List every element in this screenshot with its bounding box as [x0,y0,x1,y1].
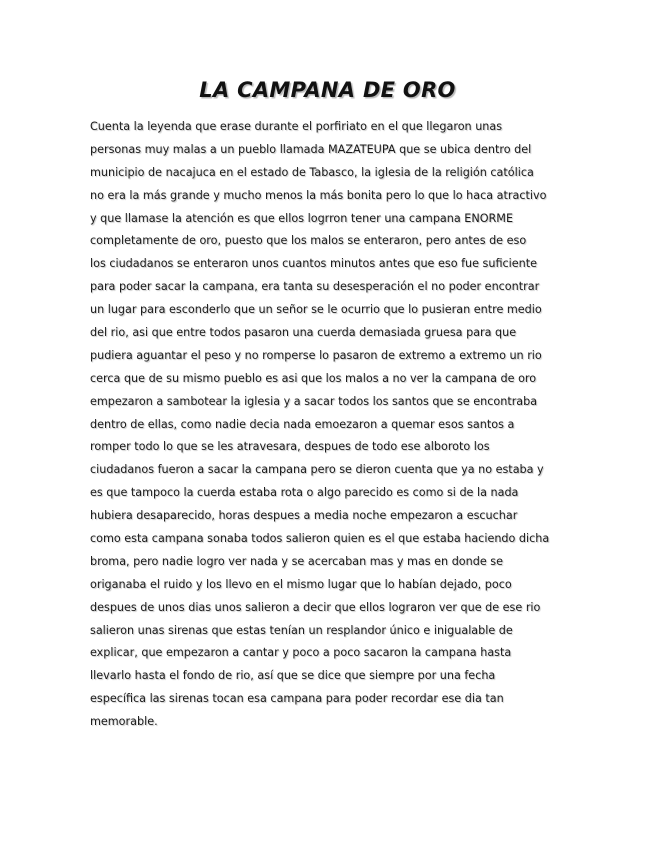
body-line: salieron unas sirenas que estas tenían un resplandor único e inigualable de [90,623,513,637]
body-line: despues de unos dias unos salieron a decir que ellos lograron ver que de ese rio [90,600,541,614]
body-line: llevarlo hasta el fondo de rio, así que se dice que siempre por una fecha [90,669,496,683]
body-line: hubiera desaparecido, horas despues a media noche empezaron a escuchar [90,509,518,523]
body-line: los ciudadanos se enteraron unos cuantos minutos antes que eso fue suficiente [90,257,538,271]
body-line: es que tampoco la cuerda estaba rota o algo parecido es como si de la nada [90,486,519,500]
document-title: LA CAMPANA DE ORO [199,78,456,102]
body-line: explicar, que empezaron a cantar y poco a poco sacaron la campana hasta [90,646,512,660]
body-line: ciudadanos fueron a sacar la campana pero se dieron cuenta que ya no estaba y [90,463,544,477]
body-line: municipio de nacajuca en el estado de Tabasco, la iglesia de la religión católica [90,165,534,179]
body-line: pudiera aguantar el peso y no romperse lo pasaron de extremo a extremo un rio [90,348,542,362]
body-line: un lugar para esconderlo que un señor se le ocurrio que lo pusieran entre medio [90,303,542,317]
body-line: dentro de ellas, como nadie decia nada emoezaron a quemar esos santos a [90,417,515,431]
body-line: personas muy malas a un pueblo llamada MAZATEUPA que se ubica dentro del [90,142,532,156]
body-line: broma, pero nadie logro ver nada y se acercaban mas y mas en donde se [90,554,503,568]
body-line: romper todo lo que se les atravesara, despues de todo ese alboroto los [90,440,490,454]
body-line: del rio, asi que entre todos pasaron una cuerda demasiada gruesa para que [90,326,517,340]
body-line: como esta campana sonaba todos salieron quien es el que estaba haciendo dicha [90,532,550,546]
body-line: para poder sacar la campana, era tanta su desesperación el no poder encontrar [90,280,540,294]
story-body [90,116,570,734]
body-line: memorable. [90,715,158,729]
body-line: no era la más grande y mucho menos la más bonita pero lo que lo haca atractivo [90,188,547,202]
body-line: origanaba el ruido y los llevo en el mismo lugar que lo habían dejado, poco [90,577,512,591]
body-line: completamente de oro, puesto que los malos se enteraron, pero antes de eso [90,234,527,248]
body-line: y que llamase la atención es que ellos logrron tener una campana ENORME [90,211,514,225]
body-line: específica las sirenas tocan esa campana para poder recordar ese dia tan [90,692,504,706]
body-line: empezaron a sambotear la iglesia y a sacar todos los santos que se encontraba [90,394,538,408]
body-line: Cuenta la leyenda que erase durante el porfiriato en el que llegaron unas [90,120,503,133]
body-line: cerca que de su mismo pueblo es asi que los malos a no ver la campana de oro [90,371,537,385]
